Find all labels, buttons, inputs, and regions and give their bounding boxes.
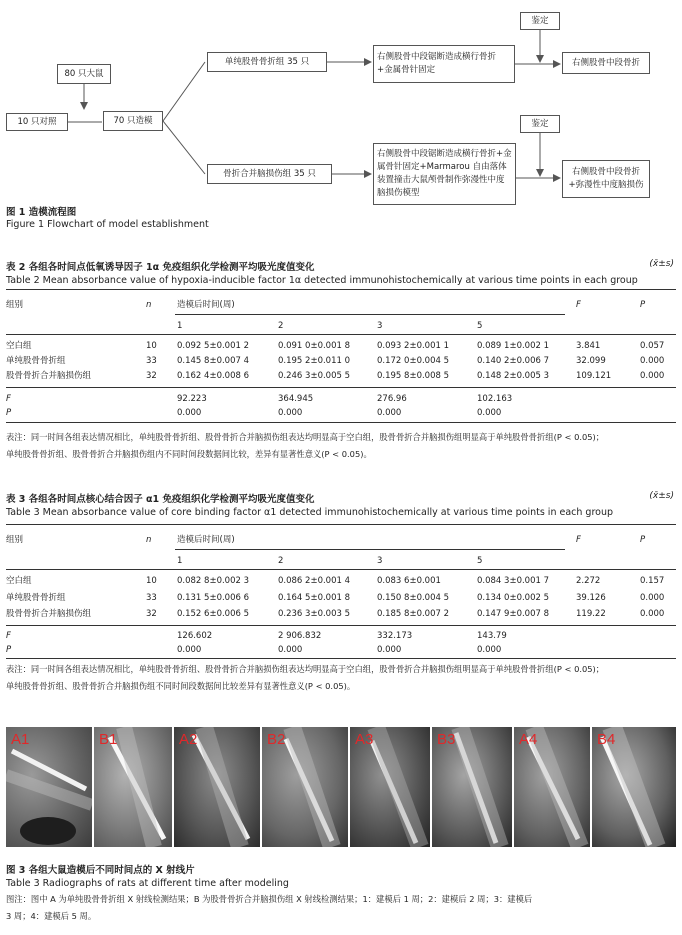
figure3-caption-zh: 图 3 各组大鼠造模后不同时间点的 X 射线片 (6, 865, 195, 876)
row-value: 0.145 8±0.007 4 (177, 356, 250, 366)
table3-header-n: n (146, 535, 152, 545)
row-value: 102.163 (477, 394, 513, 404)
line-model-to-combined (163, 121, 205, 174)
table2-header-rule (6, 334, 676, 335)
panel-label: A3 (355, 731, 374, 748)
table3-time-4: 5 (477, 556, 483, 566)
row-P: 0.000 (640, 609, 665, 619)
row-value: 332.173 (377, 631, 413, 641)
table2-bottom-rule (6, 422, 676, 423)
table3-time-3: 3 (377, 556, 383, 566)
row-group: 单纯股骨骨折组 (6, 356, 66, 366)
line-model-to-simple (163, 62, 205, 121)
table3-note-line2: 单纯股骨骨折组、股骨骨折合并脑损伤组不同时间段数据间比较差异有显著性意义(P < 0.05)。 (6, 681, 356, 691)
table2-note (6, 429, 674, 463)
table3-header-rule (6, 569, 676, 570)
row-value: 0.000 (477, 408, 502, 418)
radiograph-a1 (6, 727, 92, 847)
row-value: 0.082 8±0.002 3 (177, 576, 250, 586)
table2-time-1: 1 (177, 321, 183, 331)
table2-header-group: 组别 (6, 300, 24, 310)
table2-header-F: F (576, 300, 581, 310)
table2-header-time: 造模后时间(周) (177, 300, 235, 310)
table3-note (6, 661, 674, 695)
row-group: 空白组 (6, 576, 32, 586)
box-text: 70 只造模 (113, 115, 153, 126)
row-value: 0.000 (177, 408, 202, 418)
row-value: 0.162 4±0.008 6 (177, 371, 250, 381)
table2-stat-label: (x̄±s) (649, 259, 674, 269)
row-P: 0.000 (640, 593, 665, 603)
flowchart-connectors (0, 0, 682, 210)
box-text: 鉴定 (531, 15, 549, 26)
box-text: 骨折合并脑损伤组 35 只 (223, 168, 316, 179)
row-value: 0.000 (278, 408, 303, 418)
figure1-caption-zh: 图 1 造模流程图 (6, 207, 77, 218)
row-value: 0.195 2±0.011 0 (278, 356, 351, 366)
table3-header-P: P (640, 535, 646, 545)
row-P-label: P (6, 408, 12, 418)
panel-label: B2 (267, 731, 286, 748)
box-text: 10 只对照 (17, 116, 57, 127)
row-n: 10 (146, 341, 157, 351)
box-text: 右侧股骨中段锯断造成横行骨折+金属骨针固定+Marmarou 自由落体装置撞击大鼠颅骨制作弥漫性中度脑损伤模型 (377, 149, 512, 198)
table3-bottom-rule (6, 658, 676, 659)
row-F: 32.099 (576, 356, 606, 366)
row-value: 0.185 8±0.007 2 (377, 609, 450, 619)
radiograph-a4 (514, 727, 590, 847)
table2-top-rule (6, 289, 676, 290)
row-value: 0.147 9±0.007 8 (477, 609, 550, 619)
radiograph-a2 (174, 727, 260, 847)
figure1-caption-en: Figure 1 Flowchart of model establishment (6, 219, 209, 230)
radiograph-b1 (94, 727, 172, 847)
box-text: 右侧股骨中段骨折+弥漫性中度脑损伤 (568, 167, 644, 190)
row-value: 0.172 0±0.004 5 (377, 356, 450, 366)
row-value: 0.086 2±0.001 4 (278, 576, 351, 586)
row-value: 0.000 (177, 645, 202, 655)
row-value: 0.089 1±0.002 1 (477, 341, 550, 351)
row-value: 0.083 6±0.001 (377, 576, 441, 586)
row-n: 32 (146, 371, 157, 381)
row-value: 126.602 (177, 631, 213, 641)
box-text: 右侧股骨中段锯断造成横行骨折+金属骨针固定 (377, 52, 497, 75)
table2-mid-rule (6, 387, 676, 388)
row-value: 0.084 3±0.001 7 (477, 576, 550, 586)
row-group: 股骨骨折合并脑损伤组 (6, 371, 92, 381)
table2-sub-rule (175, 314, 565, 315)
table2-note-line1: 表注：同一时间各组表达情况相比，单纯股骨骨折组、股骨骨折合并脑损伤组表达均明显高于空白组，股骨骨折合并脑损伤组明显高于单纯股骨骨折组(P < 0.05)； (6, 432, 605, 442)
row-value: 0.195 8±0.008 5 (377, 371, 450, 381)
table3-time-1: 1 (177, 556, 183, 566)
row-F-label: F (6, 394, 11, 404)
row-n: 33 (146, 593, 157, 603)
row-P-label: P (6, 645, 12, 655)
row-value: 0.246 3±0.005 5 (278, 371, 351, 381)
row-group: 单纯股骨骨折组 (6, 593, 66, 603)
row-F: 119.22 (576, 609, 606, 619)
row-F: 109.121 (576, 371, 612, 381)
table2-header-n: n (146, 300, 152, 310)
panel-label: B4 (597, 731, 616, 748)
table3-sub-rule (175, 549, 565, 550)
row-F-label: F (6, 631, 11, 641)
table2-time-4: 5 (477, 321, 483, 331)
row-value: 0.093 2±0.001 1 (377, 341, 450, 351)
radiograph-a3 (350, 727, 430, 847)
row-n: 10 (146, 576, 157, 586)
table2-header-P: P (640, 300, 646, 310)
table3-title-zh: 表 3 各组各时间点核心结合因子 α1 免疫组织化学检测平均吸光度值变化 (6, 494, 315, 505)
table2-time-2: 2 (278, 321, 284, 331)
row-value: 0.000 (477, 645, 502, 655)
row-P: 0.000 (640, 356, 665, 366)
row-n: 32 (146, 609, 157, 619)
table3-note-line1: 表注：同一时间各组表达情况相比，单纯股骨骨折组、股骨骨折合并脑损伤组表达均明显高于空白组，股骨骨折合并脑损伤组明显高于单纯股骨骨折组(P < 0.05)； (6, 664, 605, 674)
row-group: 股骨骨折合并脑损伤组 (6, 609, 92, 619)
row-value: 0.131 5±0.006 6 (177, 593, 250, 603)
row-value: 0.000 (377, 408, 402, 418)
row-F: 3.841 (576, 341, 601, 351)
row-value: 0.148 2±0.005 3 (477, 371, 550, 381)
row-value: 0.134 0±0.002 5 (477, 593, 550, 603)
row-value: 0.164 5±0.001 8 (278, 593, 351, 603)
panel-label: A4 (519, 731, 538, 748)
figure3-note-line2: 3 周；4：建模后 5 周。 (6, 911, 97, 921)
row-F: 39.126 (576, 593, 606, 603)
table2-title-en: Table 2 Mean absorbance value of hypoxia-inducible factor 1α detected immunohistochemically at various time points in each group (6, 275, 638, 286)
panel-label: B1 (99, 731, 118, 748)
table3-header-F: F (576, 535, 581, 545)
figure3-note-line1: 图注：图中 A 为单纯股骨骨折组 X 射线检测结果；B 为股骨骨折合并脑损伤组 X 射线检测结果；1：建模后 1 周；2：建模后 2 周；3：建模后 (6, 894, 533, 904)
panel-label: A2 (179, 731, 198, 748)
row-value: 364.945 (278, 394, 314, 404)
row-value: 0.236 3±0.003 5 (278, 609, 351, 619)
table2-title-zh: 表 2 各组各时间点低氧诱导因子 1α 免疫组织化学检测平均吸光度值变化 (6, 262, 315, 273)
table3-time-2: 2 (278, 556, 284, 566)
row-value: 2 906.832 (278, 631, 322, 641)
table3-header-time: 造模后时间(周) (177, 535, 235, 545)
box-text: 右侧股骨中段骨折 (571, 57, 640, 68)
table2-note-line2: 单纯股骨骨折组、股骨骨折合并脑损伤组内不同时间段数据间比较，差异有显著性意义(P < 0.05)。 (6, 449, 372, 459)
row-value: 0.092 5±0.001 2 (177, 341, 250, 351)
figure3-caption-en: Table 3 Radiographs of rats at different time after modeling (6, 878, 289, 889)
row-P: 0.157 (640, 576, 665, 586)
table3-title-en: Table 3 Mean absorbance value of core binding factor α1 detected immunohistochemically at various time points in each group (6, 507, 614, 518)
row-value: 0.152 6±0.006 5 (177, 609, 250, 619)
table3-stat-label: (x̄±s) (649, 491, 674, 501)
panel-label: B3 (437, 731, 456, 748)
row-value: 0.150 8±0.004 5 (377, 593, 450, 603)
row-value: 0.140 2±0.006 7 (477, 356, 550, 366)
panel-label: A1 (11, 731, 30, 748)
row-P: 0.057 (640, 341, 665, 351)
row-value: 276.96 (377, 394, 407, 404)
box-text: 单纯股骨骨折组 35 只 (224, 56, 310, 67)
row-value: 92.223 (177, 394, 207, 404)
box-text: 鉴定 (531, 118, 549, 129)
radiograph-b3 (432, 727, 512, 847)
row-n: 33 (146, 356, 157, 366)
row-value: 0.000 (278, 645, 303, 655)
figure3-note (6, 891, 674, 925)
row-value: 143.79 (477, 631, 507, 641)
table2-time-3: 3 (377, 321, 383, 331)
row-value: 0.091 0±0.001 8 (278, 341, 351, 351)
box-text: 80 只大鼠 (64, 68, 104, 79)
row-F: 2.272 (576, 576, 601, 586)
row-group: 空白组 (6, 341, 32, 351)
table3-mid-rule (6, 625, 676, 626)
row-value: 0.000 (377, 645, 402, 655)
table3-header-group: 组别 (6, 535, 24, 545)
table3-top-rule (6, 524, 676, 525)
radiograph-b2 (262, 727, 348, 847)
radiograph-b4 (592, 727, 676, 847)
row-P: 0.000 (640, 371, 665, 381)
